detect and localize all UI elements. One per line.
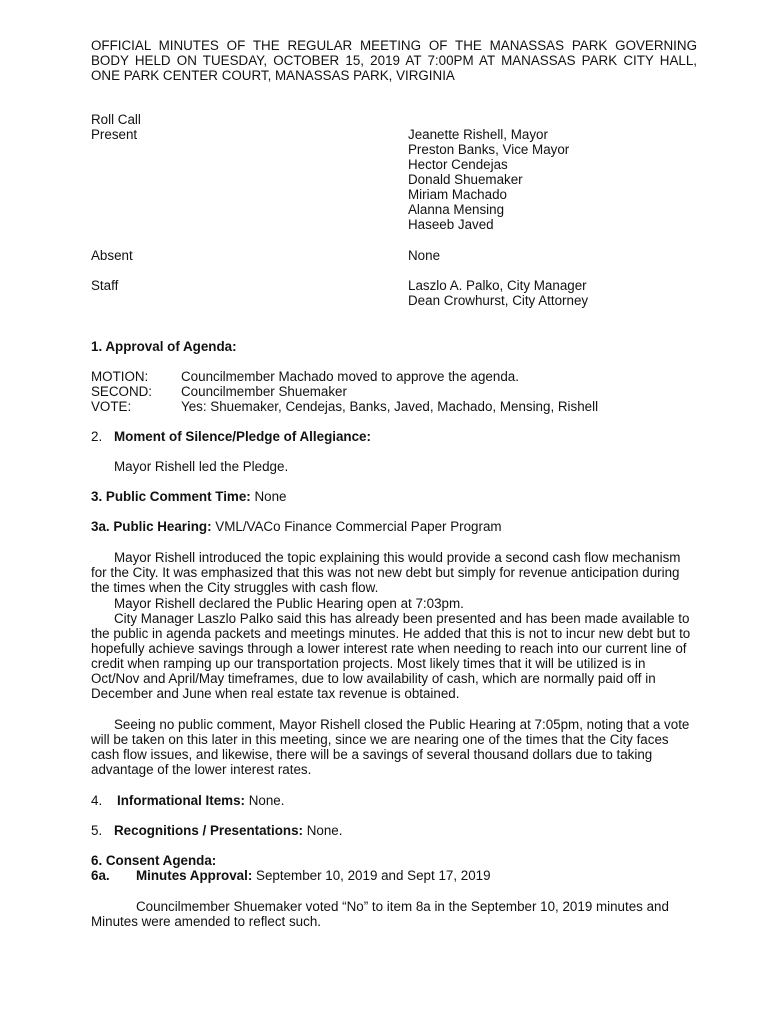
item3a-paragraph: Mayor Rishell declared the Public Hearing open at 7:03pm. <box>114 596 464 611</box>
present-member: Alanna Mensing <box>408 202 505 217</box>
item6a-heading: Minutes Approval: <box>136 868 253 883</box>
absent-value: None <box>408 248 441 263</box>
item3a-paragraph: City Manager Laszlo Palko said this has already been presented and has been made available to the public in agenda packets and meetings minutes. He added that this is not to incur new debt but to hopefully achieve savings through a lower interest rate when needing to reach into our current line of credit when ramping up our transportation projects. Most likely times that it will be utilized is in Oct/Nov and April/May timeframes, due to low availability of cash, which are normally paid off in December and June when real estate tax revenue is obtained. <box>91 611 691 702</box>
item6a-number: 6a. <box>91 868 110 883</box>
item4-value: None. <box>248 793 285 808</box>
present-member: Haseeb Javed <box>408 217 494 232</box>
present-member: Miriam Machado <box>408 187 507 202</box>
item4-heading: Informational Items: <box>117 793 245 808</box>
item3a-value: VML/VACo Finance Commercial Paper Program <box>215 519 502 534</box>
item5-number: 5. <box>91 823 103 838</box>
motion-label: MOTION: <box>91 369 149 384</box>
item5-heading: Recognitions / Presentations: <box>114 823 303 838</box>
roll-call-heading: Roll Call <box>91 112 141 127</box>
present-member: Jeanette Rishell, Mayor <box>408 127 548 142</box>
vote-text: Yes: Shuemaker, Cendejas, Banks, Javed, Machado, Mensing, Rishell <box>181 399 599 414</box>
item1-heading: 1. Approval of Agenda: <box>91 339 237 354</box>
item3a-heading: 3a. Public Hearing: <box>91 519 212 534</box>
item2-heading: Moment of Silence/Pledge of Allegiance: <box>114 429 371 444</box>
staff-member: Dean Crowhurst, City Attorney <box>408 293 589 308</box>
item3-value: None <box>254 489 287 504</box>
second-text: Councilmember Shuemaker <box>181 384 347 399</box>
motion-text: Councilmember Machado moved to approve the agenda. <box>181 369 519 384</box>
item3-heading: 3. Public Comment Time: <box>91 489 251 504</box>
item2-number: 2. <box>91 429 103 444</box>
item5-line <box>114 823 342 838</box>
staff-label: Staff <box>91 278 119 293</box>
item2-text: Mayor Rishell led the Pledge. <box>114 459 289 474</box>
item3a-paragraph: Seeing no public comment, Mayor Rishell closed the Public Hearing at 7:05pm, noting that a vote will be taken on this later in this meeting, since we are nearing one of the times that the City faces cash flow issues, and likewise, there will be a savings of several thousand dollars due to taking advantage of the lower interest rates. <box>91 717 690 778</box>
item6a-paragraph: Councilmember Shuemaker voted “No” to item 8a in the September 10, 2019 minutes and Minutes were amended to reflect such. <box>91 899 669 930</box>
item5-value: None. <box>306 823 343 838</box>
item6a-value: September 10, 2019 and Sept 17, 2019 <box>256 868 491 883</box>
item6-heading: 6. Consent Agenda: <box>91 853 217 868</box>
item3a-paragraph: Mayor Rishell introduced the topic explaining this would provide a second cash flow mechanism for the City. It was emphasized that this was not new debt but simply for revenue anticipation during the times when the City struggles with cash flow. <box>91 550 681 596</box>
vote-label: VOTE: <box>91 399 132 414</box>
staff-member: Laszlo A. Palko, City Manager <box>408 278 587 293</box>
present-member: Hector Cendejas <box>408 157 508 172</box>
present-member: Donald Shuemaker <box>408 172 523 187</box>
absent-label: Absent <box>91 248 133 263</box>
item4-line <box>117 793 284 808</box>
item4-number: 4. <box>91 793 103 808</box>
document-title: OFFICIAL MINUTES OF THE REGULAR MEETING OF THE MANASSAS PARK GOVERNING BODY HELD ON TUESDAY, OCTOBER 15, 2019 AT 7:00PM AT MANASSAS PARK CITY HALL, ONE PARK CENTER COURT, MANASSAS PARK, VIRGINIA <box>91 38 697 83</box>
present-member: Preston Banks, Vice Mayor <box>408 142 570 157</box>
item3a-line <box>91 519 502 534</box>
item6a-line <box>136 868 491 883</box>
second-label: SECOND: <box>91 384 153 399</box>
present-label: Present <box>91 127 138 142</box>
item3-line <box>91 489 286 504</box>
